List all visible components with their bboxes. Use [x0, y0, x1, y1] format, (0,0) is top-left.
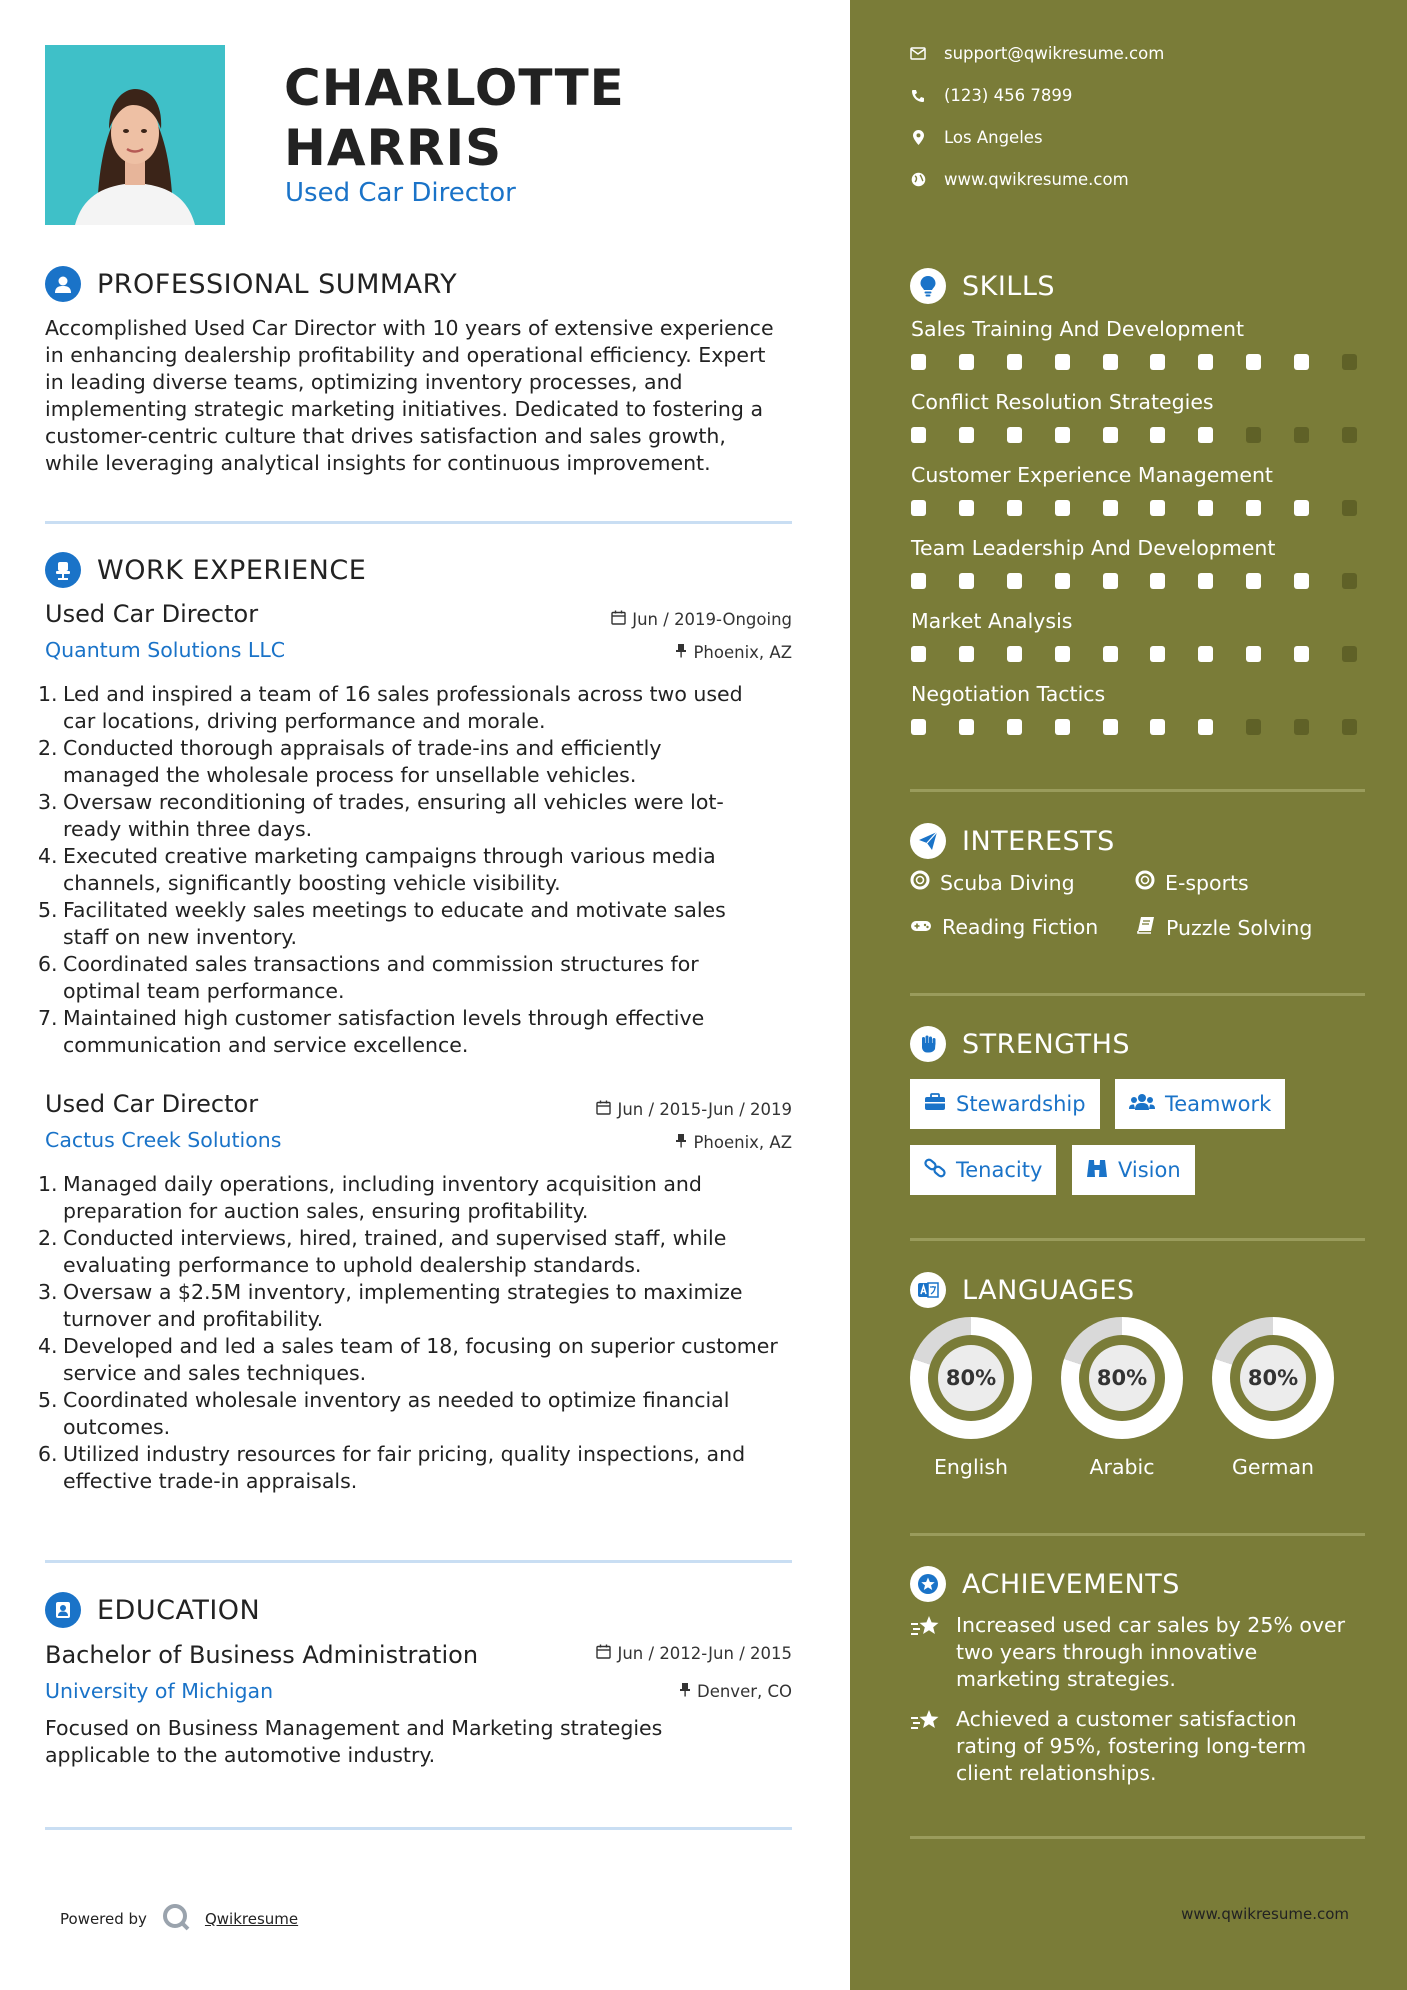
rating-dot-filled: [1198, 573, 1213, 589]
summary-heading: [45, 266, 457, 302]
list-item: service and sales techniques.: [63, 1361, 367, 1385]
achievement-line: client relationships.: [956, 1761, 1157, 1785]
job-1-date: [611, 610, 792, 629]
rating-dot-filled: [1103, 500, 1118, 516]
rating-dot-empty: [1342, 573, 1357, 589]
skills-heading: [910, 268, 1055, 304]
rating-dot-filled: [1150, 500, 1165, 516]
language-name: German: [1231, 1455, 1315, 1479]
section-title: INTERESTS: [962, 825, 1115, 857]
list-item: car locations, driving performance and morale.: [63, 709, 546, 733]
briefcase-icon: [924, 1092, 946, 1116]
rating-dot-filled: [1198, 500, 1213, 516]
list-item: 3. Oversaw reconditioning of trades, ensuring all vehicles were lot-: [38, 790, 724, 814]
degree-title: Bachelor of Business Administration: [45, 1641, 479, 1669]
divider: [910, 1533, 1365, 1536]
summary-line: in enhancing dealership profitability and operational efficiency. Expert: [45, 343, 766, 367]
strength-chip: [910, 1079, 1100, 1129]
job-location-text: Phoenix, AZ: [693, 643, 792, 662]
language-ring: [1061, 1317, 1183, 1439]
rating-dot-filled: [1007, 427, 1022, 443]
rating-dot-filled: [911, 573, 926, 589]
rating-dot-filled: [1198, 719, 1213, 735]
rating-dot-filled: [959, 354, 974, 370]
summary-line: Accomplished Used Car Director with 10 years of extensive experience: [45, 316, 774, 340]
strength-label: Teamwork: [1165, 1092, 1272, 1116]
job-1-title: Used Car Director: [45, 600, 259, 628]
rating-dot-filled: [1055, 646, 1070, 662]
skill-rating: [911, 646, 1357, 662]
section-title: SKILLS: [962, 270, 1056, 302]
list-item: managed the wholesale process for unsellable vehicles.: [63, 763, 637, 787]
list-item: optimal team performance.: [63, 979, 345, 1003]
strength-chip: [1115, 1079, 1285, 1129]
rating-dot-filled: [1007, 354, 1022, 370]
user-circle-icon: [45, 266, 81, 302]
list-item: 2. Conducted thorough appraisals of trade-ins and efficiently: [38, 736, 662, 760]
interests-heading: [910, 823, 1115, 859]
list-item: evaluating performance to uphold dealership standards.: [63, 1253, 642, 1277]
language-name: English: [933, 1455, 1009, 1479]
rating-dot-empty: [1294, 427, 1309, 443]
divider: [910, 1238, 1365, 1241]
list-item: 1. Managed daily operations, including inventory acquisition and: [38, 1172, 702, 1196]
list-item: 6. Utilized industry resources for fair pricing, quality inspections, and: [38, 1442, 746, 1466]
rating-dot-filled: [1246, 500, 1261, 516]
globe-icon: [910, 172, 926, 187]
strength-label: Tenacity: [956, 1158, 1043, 1182]
language-item: [910, 1317, 1032, 1479]
achievement-line: Increased used car sales by 25% over: [956, 1613, 1346, 1637]
list-item: preparation for auction sales, ensuring profitability.: [63, 1199, 589, 1223]
rating-dot-filled: [1150, 427, 1165, 443]
skill-rating: [911, 573, 1357, 589]
rating-dot-filled: [1103, 427, 1118, 443]
rating-dot-filled: [1055, 573, 1070, 589]
section-title: ACHIEVEMENTS: [962, 1568, 1180, 1600]
book-icon: [1136, 915, 1156, 940]
phone-text[interactable]: (123) 456 7899: [944, 86, 1073, 105]
skill-rating: [911, 719, 1357, 735]
rating-dot-filled: [959, 573, 974, 589]
language-ring: [910, 1317, 1032, 1439]
rating-dot-filled: [1055, 354, 1070, 370]
skill-rating: [911, 427, 1357, 443]
name-line-2: HARRIS: [284, 119, 503, 177]
skill-rating: [911, 500, 1357, 516]
life-ring-icon: [1135, 870, 1155, 895]
users-icon: [1129, 1092, 1155, 1116]
strength-label: Vision: [1118, 1158, 1181, 1182]
language-percent: 80%: [938, 1345, 1004, 1411]
list-item: communication and service excellence.: [63, 1033, 469, 1057]
list-item: channels, significantly boosting vehicle visibility.: [63, 871, 561, 895]
summary-line: customer-centric culture that drives satisfaction and sales growth,: [45, 424, 726, 448]
achievement-line: rating of 95%, fostering long-term: [956, 1734, 1307, 1758]
job-2-date: [596, 1100, 792, 1119]
summary-text: [45, 315, 795, 477]
link-icon: [924, 1158, 946, 1183]
section-title: EDUCATION: [97, 1594, 261, 1626]
interest-label: Puzzle Solving: [1166, 915, 1313, 940]
language-ring: [1212, 1317, 1334, 1439]
summary-line: in leading diverse teams, optimizing inventory processes, and: [45, 370, 683, 394]
website-text[interactable]: www.qwikresume.com: [944, 170, 1129, 189]
rating-dot-filled: [1103, 354, 1118, 370]
candidate-name: [284, 58, 625, 178]
paper-plane-icon: [910, 823, 946, 859]
rating-dot-filled: [1007, 573, 1022, 589]
qwikresume-link[interactable]: Qwikresume: [204, 1910, 299, 1928]
list-item: 4. Developed and led a sales team of 18, focusing on superior customer: [38, 1334, 778, 1358]
job-2-title: Used Car Director: [45, 1090, 259, 1118]
divider: [910, 789, 1365, 792]
life-ring-icon: [910, 870, 930, 895]
education-date-text: Jun / 2012-Jun / 2015: [617, 1644, 792, 1663]
rating-dot-empty: [1342, 354, 1357, 370]
rating-dot-filled: [911, 500, 926, 516]
divider: [45, 1560, 792, 1563]
powered-by-label: Powered by: [60, 1910, 147, 1928]
job-date-text: Jun / 2019-Ongoing: [632, 610, 792, 629]
rating-dot-empty: [1342, 427, 1357, 443]
calendar-icon: [611, 610, 626, 629]
skill-name: Team Leadership And Development: [911, 536, 1276, 560]
calendar-icon: [596, 1644, 611, 1663]
rating-dot-filled: [911, 646, 926, 662]
job-1-responsibilities: [38, 681, 798, 1059]
rating-dot-filled: [1198, 354, 1213, 370]
interest-item: [910, 870, 1075, 895]
rating-dot-filled: [1294, 646, 1309, 662]
education-location-text: Denver, CO: [696, 1682, 792, 1701]
rating-dot-filled: [911, 719, 926, 735]
rating-dot-filled: [1103, 719, 1118, 735]
education-location: [679, 1682, 792, 1701]
list-item: staff on new inventory.: [63, 925, 298, 949]
list-item: 4. Executed creative marketing campaigns through various media: [38, 844, 716, 868]
graduate-icon: [45, 1592, 81, 1628]
map-marker-icon: [910, 130, 926, 145]
shooting-star-icon: [910, 1706, 944, 1787]
rating-dot-filled: [1103, 573, 1118, 589]
divider: [45, 521, 792, 524]
rating-dot-filled: [911, 354, 926, 370]
skill-name: Sales Training And Development: [911, 317, 1245, 341]
skill-name: Customer Experience Management: [911, 463, 1273, 487]
envelope-icon: [910, 47, 926, 60]
skill-name: Market Analysis: [911, 609, 1073, 633]
rating-dot-filled: [1150, 646, 1165, 662]
interest-label: E-sports: [1165, 870, 1249, 895]
rating-dot-empty: [1246, 719, 1261, 735]
list-item: 1. Led and inspired a team of 16 sales professionals across two used: [38, 682, 743, 706]
rating-dot-filled: [1294, 500, 1309, 516]
rating-dot-filled: [1294, 354, 1309, 370]
languages-heading: [910, 1272, 1135, 1308]
education-heading: [45, 1592, 260, 1628]
achievement-item: [910, 1612, 1360, 1693]
rating-dot-filled: [959, 500, 974, 516]
language-percent: 80%: [1089, 1345, 1155, 1411]
fist-icon: [910, 1026, 946, 1062]
achievement-item: [910, 1706, 1360, 1787]
rating-dot-filled: [1294, 573, 1309, 589]
job-1-company: Quantum Solutions LLC: [45, 638, 286, 662]
summary-line: while leveraging analytical insights for continuous improvement.: [45, 451, 711, 475]
qwikresume-logo-icon: [161, 1902, 191, 1936]
rating-dot-empty: [1342, 500, 1357, 516]
rating-dot-filled: [959, 646, 974, 662]
education-date: [596, 1644, 792, 1663]
rating-dot-empty: [1294, 719, 1309, 735]
job-date-text: Jun / 2015-Jun / 2019: [617, 1100, 792, 1119]
rating-dot-empty: [1342, 646, 1357, 662]
work-heading: [45, 552, 366, 588]
divider: [910, 993, 1365, 996]
rating-dot-filled: [1007, 719, 1022, 735]
language-icon: [910, 1272, 946, 1308]
skill-name: Negotiation Tactics: [911, 682, 1106, 706]
interest-item: [1136, 915, 1312, 940]
achievement-line: two years through innovative: [956, 1640, 1258, 1664]
job-2-location: [675, 1133, 792, 1152]
gamepad-icon: [910, 915, 932, 939]
skill-name: Conflict Resolution Strategies: [911, 390, 1214, 414]
rating-dot-filled: [911, 427, 926, 443]
achievement-line: marketing strategies.: [956, 1667, 1176, 1691]
list-item: turnover and profitability.: [63, 1307, 324, 1331]
language-name: Arabic: [1089, 1455, 1155, 1479]
divider: [910, 1836, 1365, 1839]
rating-dot-filled: [959, 719, 974, 735]
list-item: 2. Conducted interviews, hired, trained, and supervised staff, while: [38, 1226, 727, 1250]
binoculars-icon: [1086, 1158, 1108, 1183]
education-description: [45, 1715, 795, 1769]
rating-dot-empty: [1246, 427, 1261, 443]
achievement-line: Achieved a customer satisfaction: [956, 1707, 1297, 1731]
rating-dot-filled: [959, 427, 974, 443]
profile-photo: [45, 45, 225, 225]
strength-chip: [910, 1145, 1056, 1195]
rating-dot-filled: [1055, 500, 1070, 516]
achievements-heading: [910, 1566, 1180, 1602]
list-item: 6. Coordinated sales transactions and commission structures for: [38, 952, 699, 976]
rating-dot-filled: [1246, 354, 1261, 370]
contact-location: [910, 128, 1043, 147]
language-percent: 80%: [1240, 1345, 1306, 1411]
list-item: outcomes.: [63, 1415, 171, 1439]
list-item: 7. Maintained high customer satisfaction levels through effective: [38, 1006, 705, 1030]
skill-rating: [911, 354, 1357, 370]
divider: [45, 1827, 792, 1830]
section-title: STRENGTHS: [962, 1028, 1131, 1060]
job-location-text: Phoenix, AZ: [693, 1133, 792, 1152]
rating-dot-filled: [1007, 646, 1022, 662]
job-2-company: Cactus Creek Solutions: [45, 1128, 282, 1152]
lightbulb-icon: [910, 268, 946, 304]
rating-dot-filled: [1103, 646, 1118, 662]
section-title: PROFESSIONAL SUMMARY: [97, 268, 458, 300]
rating-dot-filled: [1007, 500, 1022, 516]
rating-dot-filled: [1055, 427, 1070, 443]
list-item: ready within three days.: [63, 817, 313, 841]
interest-label: Reading Fiction: [942, 915, 1099, 939]
rating-dot-empty: [1342, 719, 1357, 735]
strength-chip: [1072, 1145, 1195, 1195]
summary-line: implementing strategic marketing initiatives. Dedicated to fostering a: [45, 397, 764, 421]
list-item: 5. Facilitated weekly sales meetings to educate and motivate sales: [38, 898, 726, 922]
rating-dot-filled: [1198, 427, 1213, 443]
section-title: WORK EXPERIENCE: [97, 554, 367, 586]
education-line: applicable to the automotive industry.: [45, 1743, 436, 1767]
strength-label: Stewardship: [956, 1092, 1086, 1116]
rating-dot-filled: [1055, 719, 1070, 735]
language-item: [1061, 1317, 1183, 1479]
location-text: Los Angeles: [944, 128, 1043, 147]
powered-by: [60, 1902, 298, 1936]
job-title: Used Car Director: [285, 178, 516, 208]
phone-icon: [910, 89, 926, 103]
rating-dot-filled: [1150, 719, 1165, 735]
interest-item: [1135, 870, 1249, 895]
name-line-1: CHARLOTTE: [284, 59, 625, 117]
footer-website[interactable]: www.qwikresume.com: [1181, 1905, 1349, 1923]
strengths-heading: [910, 1026, 1130, 1062]
pin-icon: [675, 643, 687, 662]
contact-phone[interactable]: [910, 86, 1072, 105]
section-title: LANGUAGES: [962, 1274, 1135, 1306]
star-badge-icon: [910, 1566, 946, 1602]
language-item: [1212, 1317, 1334, 1479]
job-2-responsibilities: [38, 1171, 798, 1495]
contact-website[interactable]: [910, 170, 1129, 189]
email-text[interactable]: support@qwikresume.com: [944, 44, 1165, 63]
rating-dot-filled: [1198, 646, 1213, 662]
list-item: 3. Oversaw a $2.5M inventory, implementing strategies to maximize: [38, 1280, 743, 1304]
pin-icon: [679, 1682, 691, 1701]
pin-icon: [675, 1133, 687, 1152]
rating-dot-filled: [1246, 573, 1261, 589]
contact-email[interactable]: [910, 44, 1164, 63]
list-item: effective trade-in appraisals.: [63, 1469, 358, 1493]
job-1-location: [675, 643, 792, 662]
interest-item: [910, 915, 1098, 939]
rating-dot-filled: [1246, 646, 1261, 662]
education-line: Focused on Business Management and Marketing strategies: [45, 1716, 663, 1740]
school-name: University of Michigan: [45, 1679, 274, 1703]
calendar-icon: [596, 1100, 611, 1119]
chair-icon: [45, 552, 81, 588]
interest-label: Scuba Diving: [940, 870, 1075, 895]
rating-dot-filled: [1150, 354, 1165, 370]
shooting-star-icon: [910, 1612, 944, 1693]
list-item: 5. Coordinated wholesale inventory as needed to optimize financial: [38, 1388, 730, 1412]
rating-dot-filled: [1150, 573, 1165, 589]
